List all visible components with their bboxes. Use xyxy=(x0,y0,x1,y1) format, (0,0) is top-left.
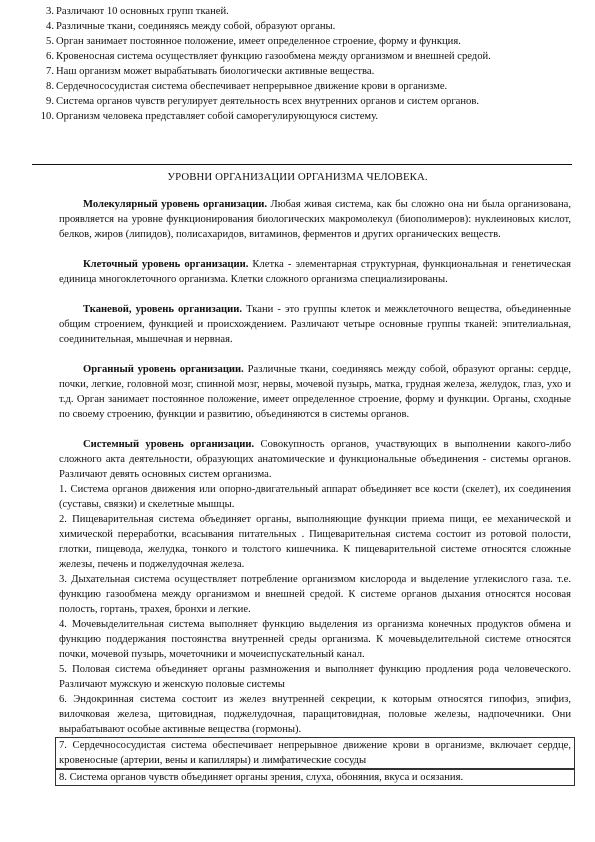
system-item-6: 6. Эндокринная система состоит из желез внутренней секреции, к которым относятся гипофиз, эпифиз, вилочковая железа, щитовидная, поджелудочная, паращитовидная, половые железы, надпочечники. Они вырабатывают особые активные вещества (гормоны). xyxy=(59,694,571,735)
list-item: 3. Различают 10 основных групп тканей. xyxy=(46,6,229,17)
system-item-1: 1. Система органов движения или опорно-двигательный аппарат объединяет все кости (скелет), их соединения (суставы, связки) и скелетные мышцы. xyxy=(59,484,571,510)
heading-molecular: Молекулярный уровень организации. xyxy=(83,199,268,210)
list-item: 6. Кровеносная система осуществляет функцию газообмена между организмом и внешней средой. xyxy=(46,51,491,62)
system-item-4: 4. Мочевыделительная система выполняет функцию выделения из организма конечных продуктов обмена и функцию поддержания постоянства внутренней среды организма. К мочевыделительной системе относятся почки, мочевой пузырь, мочеточники и мочеиспускательный канал. xyxy=(59,619,571,660)
system-item-3: 3. Дыхательная система осуществляет потребление организмом кислорода и выделение углекислого газа. т.е. функцию газообмена между организмом и внешней средой. К системе органов дыхания относятся носовая полость, гортань, трахея, бронхи и легкие. xyxy=(59,574,571,615)
paragraph-tissue: Тканевой, уровень организации. Ткани - это группы клеток и межклеточного вещества, объединенные общим строением, функцией и происхождением. Различают четыре основные группы тканей: эпителиальная, соединительная, мышечная и нервная. xyxy=(59,304,571,345)
paragraph-molecular: Молекулярный уровень организации. Любая живая система, как бы сложно она ни была организована, проявляется на уровне функционирования биологических макромолекул (биополимеров): нуклеиновых кислот, белков, жиров (липидов), полисахаридов, витаминов, ферментов и других органических веществ. xyxy=(59,199,572,240)
heading-system: Системный уровень организации. xyxy=(83,439,255,450)
heading-organ: Органный уровень организации. xyxy=(83,364,244,375)
list-item: 7. Наш организм может вырабатывать биологически активные вещества. xyxy=(46,66,375,77)
system-item-8: 8. Система органов чувств объединяет органы зрения, слуха, обоняния, вкуса и осязания. xyxy=(55,769,575,786)
statements-list xyxy=(34,4,574,124)
system-item-7: 7. Сердечнососудистая система обеспечивает непрерывное движение крови в организме, включает сердце, кровеносные (артерии, вены и капилляры) и лимфатические сосуды xyxy=(55,737,575,769)
list-item: 9. Система органов чувств регулирует деятельность всех внутренних органов и систем органов. xyxy=(46,96,479,107)
main-content xyxy=(59,197,571,786)
paragraph-system: Системный уровень организации. Совокупность органов, участвующих в выполнении какого-либо сложного акта деятельности, образующих анатомические и функциональные объединения - системы органов. Различают девять основных систем организма. xyxy=(59,439,571,480)
page-title: УРОВНИ ОРГАНИЗАЦИИ ОРГАНИЗМА ЧЕЛОВЕКА. xyxy=(167,171,428,183)
heading-cellular: Клеточный уровень организации. xyxy=(83,259,249,270)
paragraph-organ: Органный уровень организации. Различные ткани, соединяясь между собой, образуют органы: сердце, почки, легкие, головной мозг, спинной мозг, нервы, мочевой пузырь, матка, грудная железа, желудок, глаз, ухо и т.д. Орган занимает постоянное положение, имеет определенное строение, форму и функции. Органы, сходные по своему строению, функции и развитию, объединяются в системы органов. xyxy=(59,364,571,420)
system-item-5: 5. Половая система объединяет органы размножения и выполняет функцию продления рода человеческого. Различают мужскую и женскую половые системы xyxy=(59,664,571,690)
paragraph-cellular: Клеточный уровень организации. Клетка - элементарная структурная, функциональная и генетическая единица многоклеточного организма. Клетки сложного организма специализированы. xyxy=(59,259,571,285)
list-item: 10. Организм человека представляет собой саморегулирующуюся систему. xyxy=(40,111,379,122)
list-item: 4. Различные ткани, соединяясь между собой, образуют органы. xyxy=(46,21,336,32)
horizontal-divider xyxy=(32,164,572,165)
list-item: 8. Сердечнососудистая система обеспечивает непрерывное движение крови в организме. xyxy=(46,81,448,92)
system-item-2: 2. Пищеварительная система объединяет органы, выполняющие функции приема пищи, ее механической и химической переработки, всасывания питательных . Пищеварительная система состоит из ротовой полости, глотки, пищевода, желудка, тонкого и толстого кишечника. К пищеварительной системе относятся сложные железы, печень и поджелудочная железа. xyxy=(59,514,571,570)
heading-tissue: Тканевой, уровень организации. xyxy=(83,304,243,315)
list-item: 5. Орган занимает постоянное положение, имеет определенное строение, форму и функция. xyxy=(46,36,461,47)
